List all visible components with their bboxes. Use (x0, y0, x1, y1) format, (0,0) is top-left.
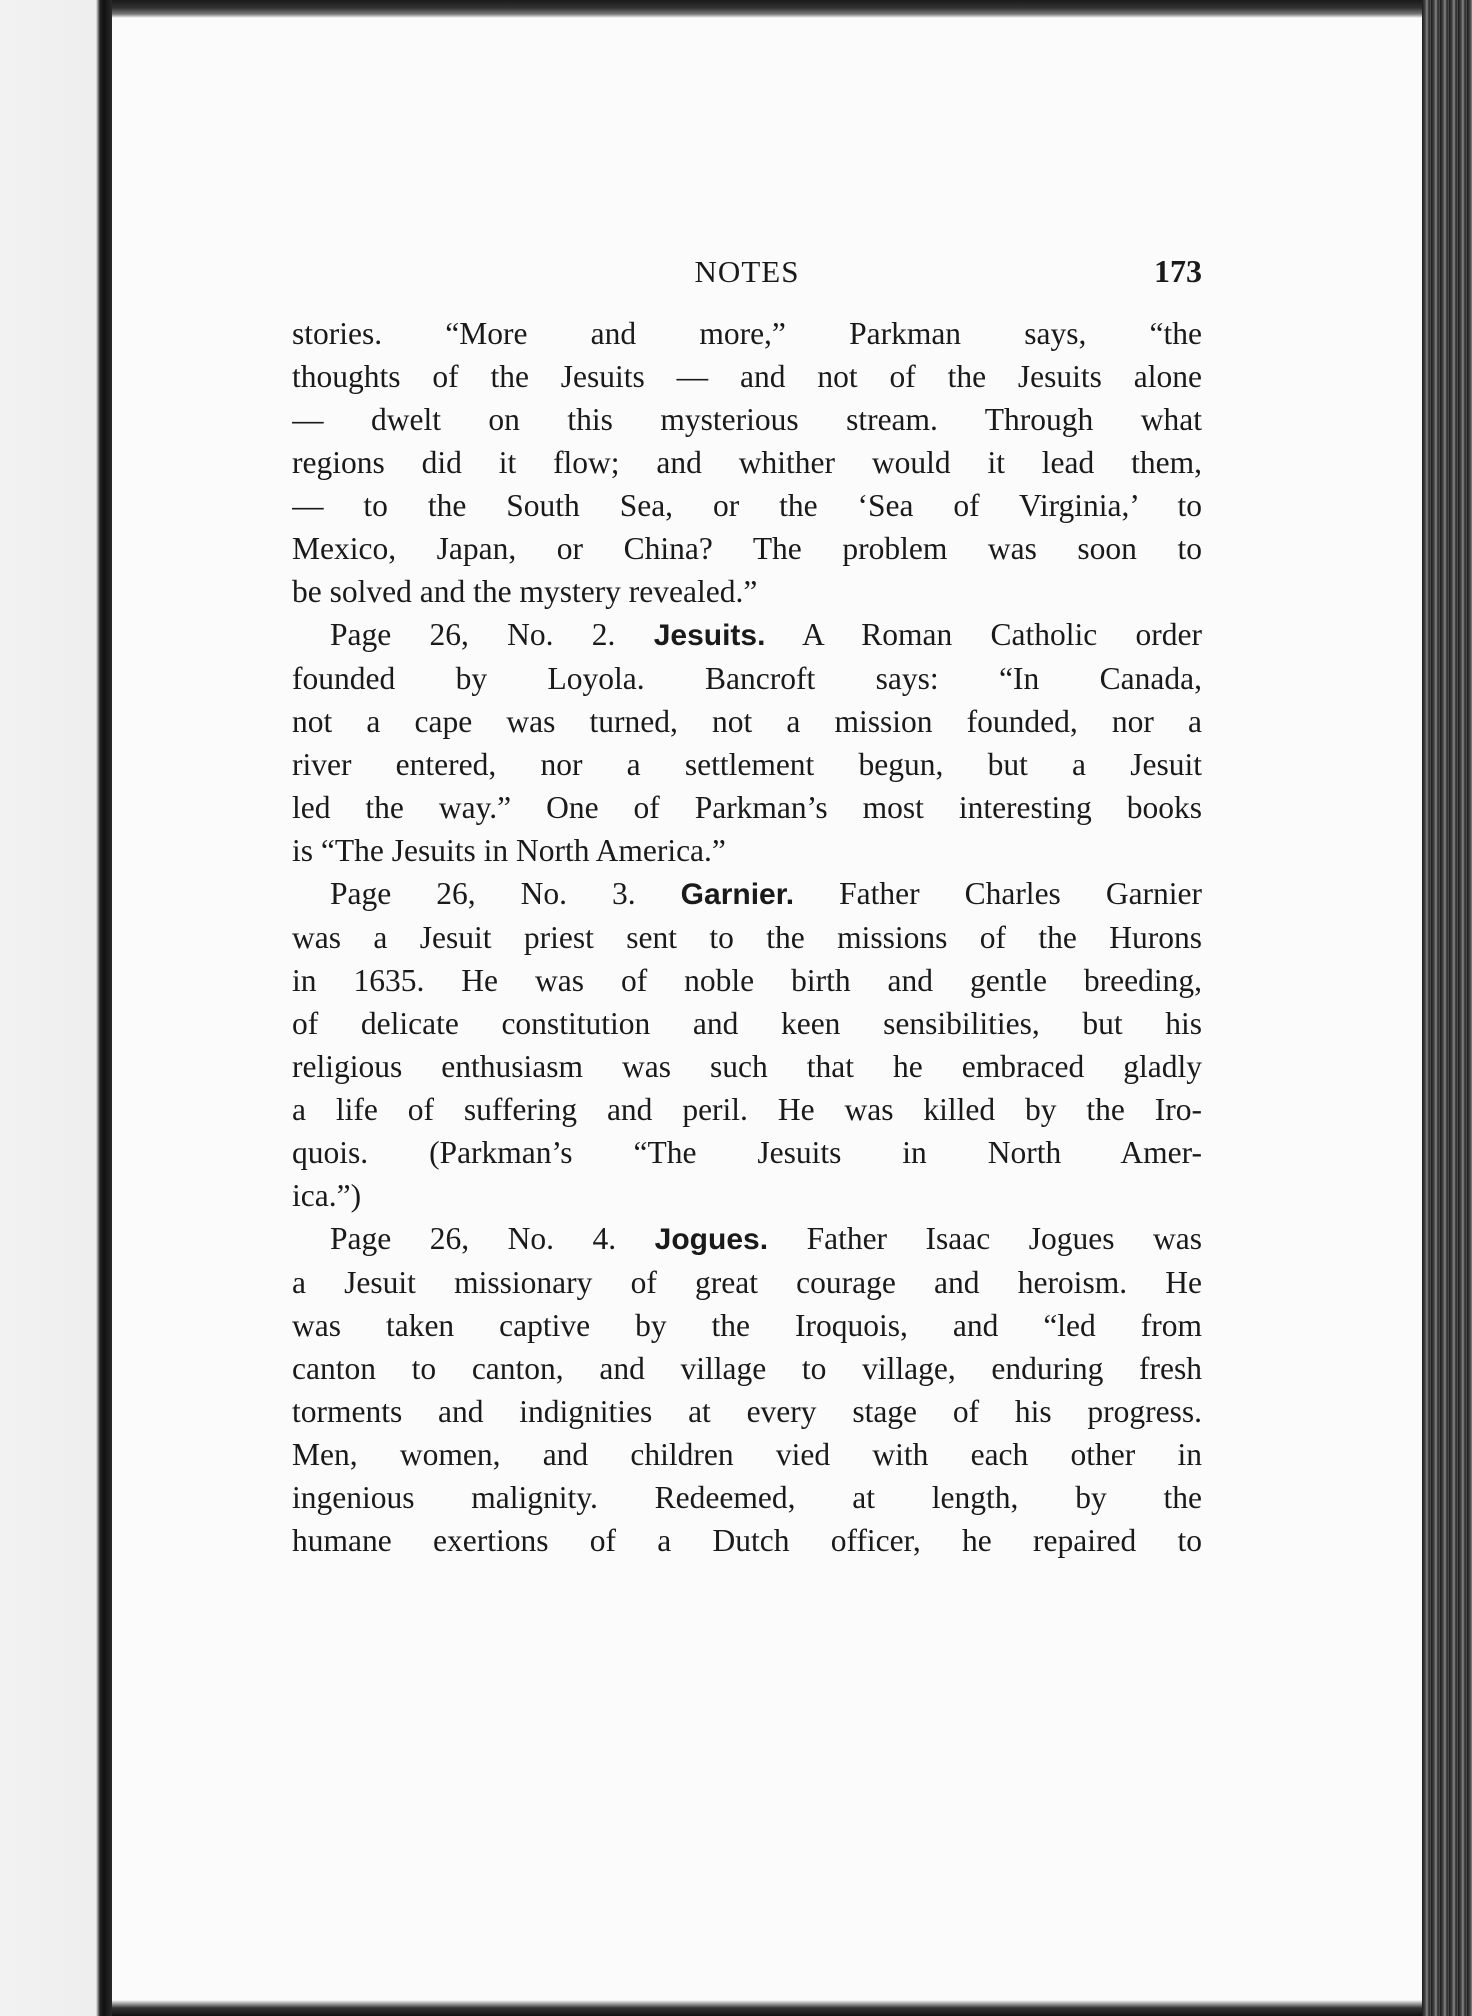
note-reference: Page 26, No. 2. (330, 617, 616, 652)
text-line: torments and indignities at every stage of his progress. (292, 1394, 1202, 1429)
binding-edge (0, 0, 112, 2016)
paragraph-continuation (292, 312, 1202, 613)
book-page (112, 18, 1422, 2000)
text-line: — dwelt on this mysterious stream. Through what (292, 402, 1202, 437)
note-reference: Page 26, No. 3. (330, 876, 636, 911)
text-line: Men, women, and children vied with each other in (292, 1437, 1202, 1472)
page-stack-edge (1422, 0, 1472, 2016)
text-line: — to the South Sea, or the ‘Sea of Virginia,’ to (292, 488, 1202, 523)
top-page-edge (112, 0, 1422, 18)
text-line: led the way.” One of Parkman’s most interesting books (292, 790, 1202, 825)
note-text: Father Charles Garnier (839, 876, 1202, 911)
text-line: in 1635. He was of noble birth and gentle breeding, (292, 963, 1202, 998)
text-line: thoughts of the Jesuits — and not of the Jesuits alone (292, 359, 1202, 394)
note-first-line (292, 613, 1202, 657)
note-first-line (292, 1217, 1202, 1261)
note-text: A Roman Catholic order (802, 617, 1202, 652)
text-line: a Jesuit missionary of great courage and heroism. He (292, 1265, 1202, 1300)
note-garnier (292, 872, 1202, 1217)
text-block (292, 250, 1202, 1562)
text-line: of delicate constitution and keen sensibilities, but his (292, 1006, 1202, 1041)
note-term: Garnier. (680, 878, 795, 911)
text-line: a life of suffering and peril. He was killed by the Iro- (292, 1092, 1202, 1127)
text-line: quois. (Parkman’s “The Jesuits in North Amer- (292, 1135, 1202, 1170)
note-first-line (292, 872, 1202, 916)
text-line: stories. “More and more,” Parkman says, “the (292, 316, 1202, 351)
page-number: 173 (1154, 253, 1202, 289)
running-head (292, 250, 1202, 312)
text-line: is “The Jesuits in North America.” (292, 833, 726, 868)
text-line: ica.”) (292, 1178, 362, 1213)
text-line: regions did it flow; and whither would it lead them, (292, 445, 1202, 480)
note-text: Father Isaac Jogues was (806, 1221, 1202, 1256)
text-line: canton to canton, and village to village, enduring fresh (292, 1351, 1202, 1386)
text-line: religious enthusiasm was such that he embraced gladly (292, 1049, 1202, 1084)
text-line: be solved and the mystery revealed.” (292, 574, 758, 609)
note-reference: Page 26, No. 4. (330, 1221, 617, 1256)
note-term: Jogues. (654, 1223, 769, 1256)
text-line: founded by Loyola. Bancroft says: “In Canada, (292, 661, 1202, 696)
text-line: was taken captive by the Iroquois, and “led from (292, 1308, 1202, 1343)
bottom-page-edge (112, 2000, 1422, 2016)
note-jogues (292, 1217, 1202, 1562)
text-line: humane exertions of a Dutch officer, he repaired to (292, 1523, 1202, 1558)
text-line: Mexico, Japan, or China? The problem was soon to (292, 531, 1202, 566)
text-line: river entered, nor a settlement begun, but a Jesuit (292, 747, 1202, 782)
text-line: was a Jesuit priest sent to the missions of the Hurons (292, 920, 1202, 955)
text-line: ingenious malignity. Redeemed, at length, by the (292, 1480, 1202, 1515)
note-jesuits (292, 613, 1202, 872)
text-line: not a cape was turned, not a mission founded, nor a (292, 704, 1202, 739)
running-title: NOTES (694, 254, 800, 289)
note-term: Jesuits. (653, 619, 766, 652)
